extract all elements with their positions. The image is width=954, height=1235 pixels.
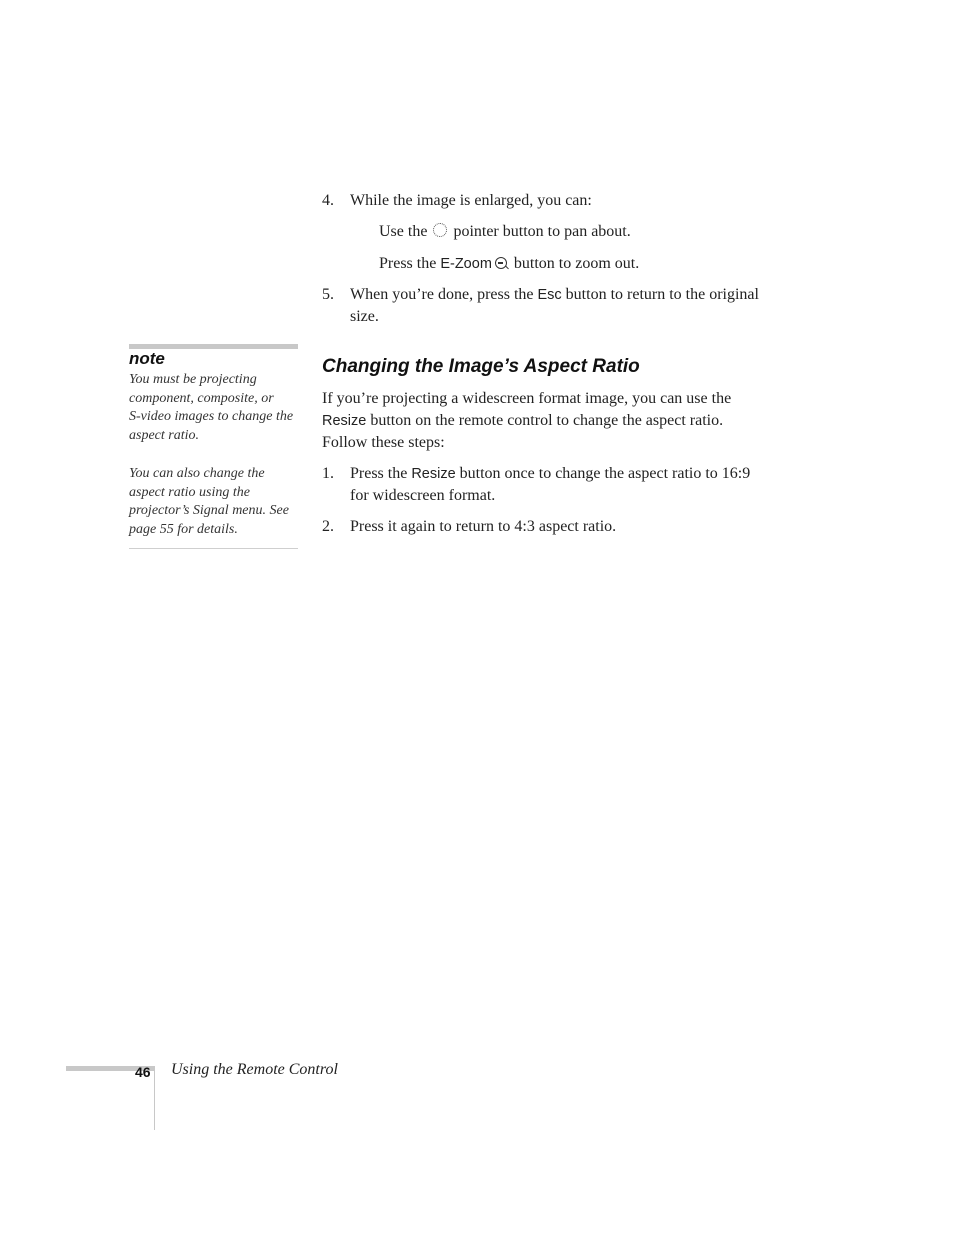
sub-item-text: button to zoom out. <box>509 255 640 272</box>
note-line: aspect ratio. <box>129 427 199 443</box>
note-line: component, composite, or <box>129 390 274 406</box>
key-label: Resize <box>322 413 367 429</box>
step-number: 4. <box>322 192 334 209</box>
page-number: 46 <box>135 1064 151 1080</box>
note-title: note <box>129 349 165 368</box>
note-line: You must be projecting <box>129 372 257 387</box>
note-bottom-rule <box>129 548 298 549</box>
step-text: While the image is enlarged, you can: <box>350 192 592 209</box>
step-number: 2. <box>322 518 334 535</box>
step-text-part: Press the <box>350 465 412 482</box>
step-text <box>350 463 792 507</box>
note-paragraph-1 <box>129 371 299 445</box>
note-line: S-video images to change the <box>129 409 294 425</box>
step-4 <box>322 190 792 212</box>
intro-text: Follow these steps: <box>322 434 445 451</box>
step-number: 1. <box>322 465 334 482</box>
sub-item-text: Press the <box>379 255 441 272</box>
note-line: You can also change the <box>129 466 265 481</box>
intro-paragraph <box>322 388 792 454</box>
step-text: Press it again to return to 4:3 aspect ratio. <box>350 518 617 535</box>
note-line: projector’s Signal menu. See <box>129 503 289 519</box>
key-label: Resize <box>411 466 456 482</box>
sub-item-text: Use the <box>379 223 432 240</box>
running-footer-title: Using the Remote Control <box>171 1061 338 1078</box>
sub-item-pan <box>379 221 799 243</box>
step-text-part: button to return to the original <box>561 286 759 303</box>
step-5 <box>322 284 792 328</box>
step-text-part: size. <box>350 308 379 325</box>
key-label: Esc <box>537 287 562 303</box>
footer-divider <box>154 1066 155 1130</box>
note-paragraph-2 <box>129 465 299 539</box>
intro-text: button on the remote control to change the aspect ratio. <box>366 412 724 429</box>
section-heading: Changing the Image’s Aspect Ratio <box>322 356 640 377</box>
step-text-part: for widescreen format. <box>350 487 496 504</box>
note-line: aspect ratio using the <box>129 484 250 500</box>
step-text-part: button once to change the aspect ratio to 16:9 <box>455 465 751 482</box>
step-2 <box>322 516 792 538</box>
step-text-part: When you’re done, press the <box>350 286 538 303</box>
step-1 <box>322 463 792 507</box>
note-line: page 55 for details. <box>129 521 238 537</box>
sub-item-text: pointer button to pan about. <box>449 223 631 240</box>
sub-item-zoom <box>379 253 799 275</box>
pointer-icon <box>433 223 447 237</box>
key-label: E-Zoom <box>440 256 492 272</box>
step-text <box>350 284 792 328</box>
intro-text: If you’re projecting a widescreen format image, you can use the <box>322 390 732 407</box>
zoom-out-icon <box>495 257 507 269</box>
step-number: 5. <box>322 286 334 303</box>
